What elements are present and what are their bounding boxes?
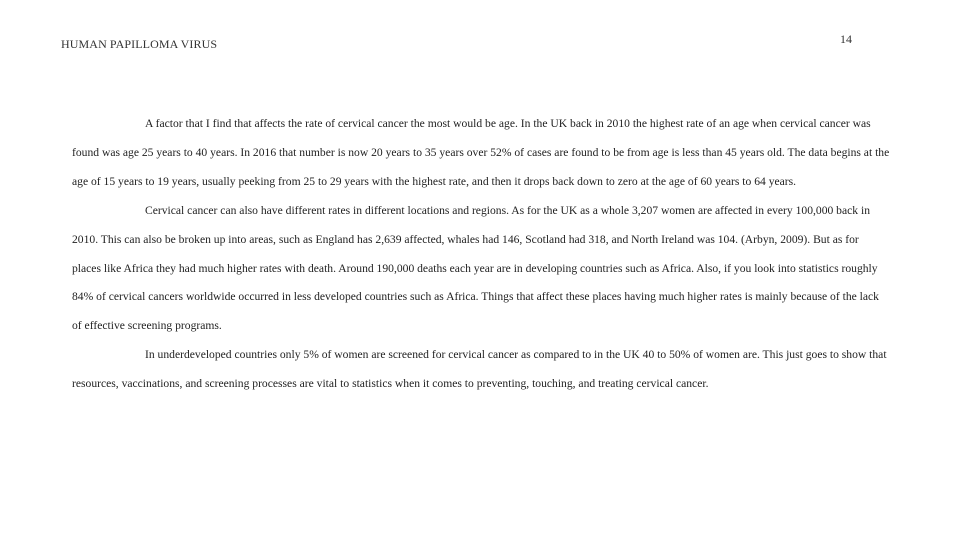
paragraph-age-factor: A factor that I find that affects the rate of cervical cancer the most would be age. In the UK back in 2010 the highest rate of an age when cervical cancer was found was age 25 years to 40 years. In 2016 that number is now 20 years to 35 years over 52% of cases are found to be from age is less than 45 years old. The data begins at the age of 15 years to 19 years, usually peeking from 25 to 29 years with the highest rate, and then it drops back down to zero at the age of 60 years to 64 years. bbox=[72, 117, 890, 188]
page-number: 14 bbox=[840, 32, 852, 46]
running-head: HUMAN PAPILLOMA VIRUS bbox=[61, 37, 218, 51]
paragraph-regional-rates: Cervical cancer can also have different rates in different locations and regions. As for the UK as a whole 3,207 women are affected in every 100,000 back in 2010. This can also be broken up into areas, such as England has 2,639 affected, whales had 146, Scotland had 318, and North Ireland was 104. (Arbyn, 2009). But as for places like Africa they had much higher rates with death. Around 190,000 deaths each year are in developing countries such as Africa. Also, if you look into statistics roughly 84% of cervical cancers worldwide occurred in less developed countries such as Africa. Things that affect these places having much higher rates is mainly because of the lack of effective screening programs. bbox=[72, 203, 879, 333]
paragraph-screening: In underdeveloped countries only 5% of women are screened for cervical cancer as compared to in the UK 40 to 50% of women are. This just goes to show that resources, vaccinations, and screening processes are vital to statistics when it comes to preventing, touching, and treating cervical cancer. bbox=[72, 348, 887, 391]
body-text bbox=[72, 110, 890, 399]
